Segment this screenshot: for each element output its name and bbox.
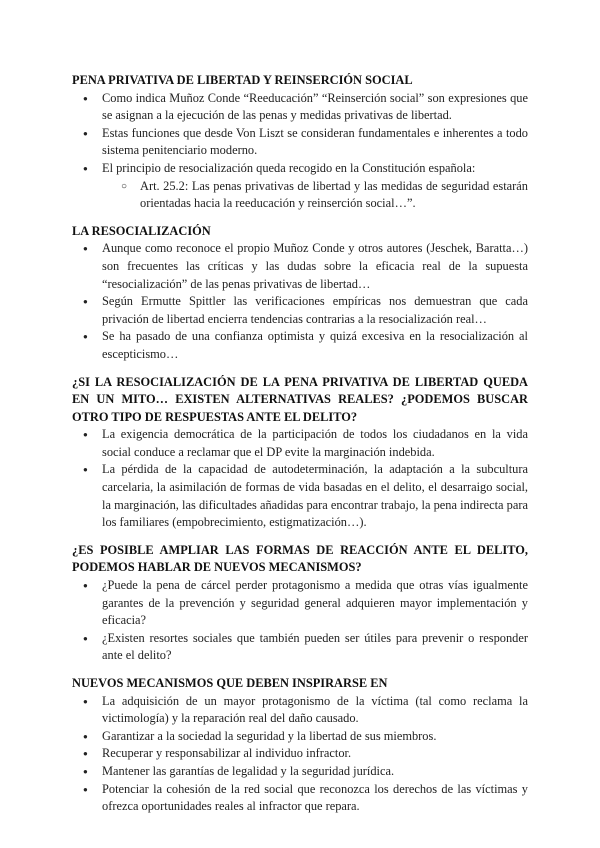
- bullet-list: [72, 693, 528, 816]
- bullet-list: [72, 90, 528, 213]
- list-item: ● El principio de resocialización queda recogido en la Constitución española:: [72, 160, 528, 178]
- bullet-list: [72, 240, 528, 363]
- list-item: ● Garantizar a la sociedad la seguridad y la libertad de sus miembros.: [72, 728, 528, 746]
- list-item: ● Como indica Muñoz Conde “Reeducación” “Reinserción social” son expresiones que se asignan a la ejecución de las penas y medidas privativas de libertad.: [72, 90, 528, 125]
- section-mito: [72, 374, 528, 532]
- section-heading: ¿ES POSIBLE AMPLIAR LAS FORMAS DE REACCIÓN ANTE EL DELITO, PODEMOS HABLAR DE NUEVOS MECANISMOS?: [72, 542, 528, 575]
- document-body: [72, 72, 528, 826]
- list-item: ● ¿Existen resortes sociales que también pueden ser útiles para prevenir o responder ante el delito?: [72, 630, 528, 665]
- list-item: ● Aunque como reconoce el propio Muñoz Conde y otros autores (Jeschek, Baratta…) son frecuentes las críticas y las dudas sobre la eficacia real de la supuesta “resocialización” de las penas privativas de libertad…: [72, 240, 528, 293]
- list-item: ● ¿Puede la pena de cárcel perder protagonismo a medida que otras vías igualmente garantes de la prevención y seguridad general adquieren mayor implementación y eficacia?: [72, 577, 528, 630]
- list-item: ● Estas funciones que desde Von Liszt se consideran fundamentales e inherentes a todo sistema penitenciario moderno.: [72, 125, 528, 160]
- section-reinsercion: [72, 72, 528, 213]
- list-item: ● Recuperar y responsabilizar al individuo infractor.: [72, 745, 528, 763]
- bullet-list: [72, 577, 528, 665]
- list-item: ● Potenciar la cohesión de la red social que reconozca los derechos de las víctimas y ofrezca oportunidades reales al infractor que repara.: [72, 781, 528, 816]
- section-heading: LA RESOCIALIZACIÓN: [72, 223, 211, 238]
- section-heading: PENA PRIVATIVA DE LIBERTAD Y REINSERCIÓN SOCIAL: [72, 73, 413, 87]
- section-nuevos-mecanismos: [72, 675, 528, 816]
- bullet-list: [72, 426, 528, 532]
- list-item: ● La adquisición de un mayor protagonismo de la víctima (tal como reclama la victimología) y la reparación real del daño causado.: [72, 693, 528, 728]
- list-item: ● La exigencia democrática de la participación de todos los ciudadanos en la vida social conduce a reclamar que el DP evite la marginación indebida.: [72, 426, 528, 461]
- section-heading: ¿SI LA RESOCIALIZACIÓN DE LA PENA PRIVATIVA DE LIBERTAD QUEDA EN UN MITO… EXISTEN ALTERNATIVAS REALES? ¿PODEMOS BUSCAR OTRO TIPO DE RESPUESTAS ANTE EL DELITO?: [72, 374, 528, 424]
- list-item: ● Se ha pasado de una confianza optimista y quizá excesiva en la resocialización al escepticismo…: [72, 328, 528, 363]
- section-heading: NUEVOS MECANISMOS QUE DEBEN INSPIRARSE EN: [72, 676, 388, 690]
- section-ampliar-formas: [72, 542, 528, 665]
- sub-list-item: ○ Art. 25.2: Las penas privativas de libertad y las medidas de seguridad estarán orientadas hacia la reeducación y reinserción social…”.: [72, 178, 528, 213]
- list-item: ● Mantener las garantías de legalidad y la seguridad jurídica.: [72, 763, 528, 781]
- list-item: ● Según Ermutte Spittler las verificaciones empíricas nos demuestran que cada privación de libertad encierra tendencias contrarias a la resocialización real…: [72, 293, 528, 328]
- list-item: ● La pérdida de la capacidad de autodeterminación, la adaptación a la subcultura carcelaria, la asimilación de formas de vida basadas en el delito, el desarraigo social, la marginación, las dificultades añadidas para encontrar trabajo, la pena indirecta para los familiares (empobrecimiento, estigmatización…).: [72, 461, 528, 531]
- section-resocializacion: [72, 223, 528, 364]
